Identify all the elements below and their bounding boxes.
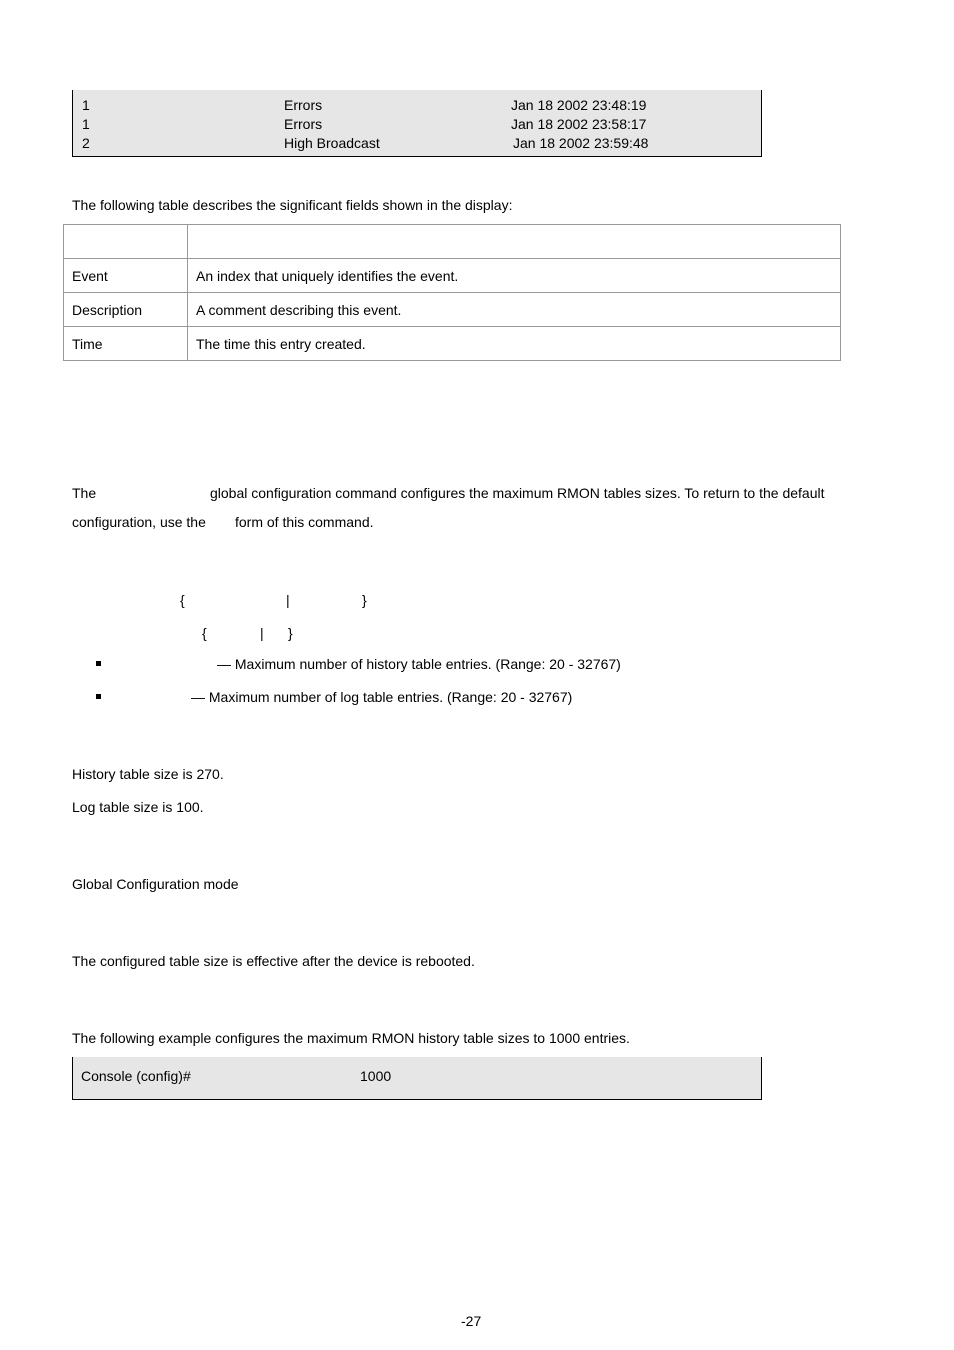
console-row-2-description: Errors [284, 116, 323, 132]
table-header-description [188, 225, 841, 259]
console-row-1-time: Jan 18 2002 23:48:19 [511, 97, 647, 113]
table-header-row [64, 225, 841, 259]
console-row-3-description: High Broadcast [284, 135, 380, 151]
parameter-log: — Maximum number of log table entries. (Range: 20 - 32767) [191, 689, 573, 705]
bullet-icon [96, 694, 101, 699]
table-cell-description: The time this entry created. [188, 327, 841, 361]
console-output-box [72, 90, 762, 157]
usage-guideline: The configured table size is effective after the device is rebooted. [72, 953, 475, 969]
table-row [64, 259, 841, 293]
example-value: 1000 [360, 1068, 392, 1084]
command-description-end: global configuration command configures the maximum RMON tables sizes. To return to the default [210, 485, 825, 501]
syntax-no-brace-close: } [288, 625, 293, 641]
example-prompt: Console (config)# [81, 1068, 191, 1084]
table-cell-field: Description [64, 293, 188, 327]
table-header-field [64, 225, 188, 259]
syntax-brace-close: } [362, 592, 367, 608]
syntax-no-separator: | [260, 625, 264, 641]
syntax-separator: | [286, 592, 290, 608]
page-number: -27 [461, 1313, 482, 1329]
table-cell-description: An index that uniquely identifies the event. [188, 259, 841, 293]
command-mode: Global Configuration mode [72, 876, 239, 892]
command-description-line2-end: form of this command. [235, 514, 374, 530]
table-intro-text: The following table describes the significant fields shown in the display: [72, 197, 513, 213]
table-row [64, 327, 841, 361]
syntax-no-brace-open: { [202, 625, 207, 641]
console-row-2-time: Jan 18 2002 23:58:17 [511, 116, 647, 132]
field-description-table [63, 224, 841, 361]
example-console-box [72, 1057, 762, 1100]
console-row-1-event: 1 [82, 97, 90, 113]
syntax-brace-open: { [180, 592, 185, 608]
console-row-3-event: 2 [82, 135, 90, 151]
command-description-line2-start: configuration, use the [72, 514, 206, 530]
console-row-3-time: Jan 18 2002 23:59:48 [513, 135, 649, 151]
default-history: History table size is 270. [72, 766, 224, 782]
table-row [64, 293, 841, 327]
table-cell-description: A comment describing this event. [188, 293, 841, 327]
console-row-1-description: Errors [284, 97, 323, 113]
default-log: Log table size is 100. [72, 799, 204, 815]
example-intro: The following example configures the maximum RMON history table sizes to 1000 entries. [72, 1030, 630, 1046]
console-row-2-event: 1 [82, 116, 90, 132]
table-cell-field: Event [64, 259, 188, 293]
command-description-start: The [72, 485, 97, 501]
parameter-history: — Maximum number of history table entries. (Range: 20 - 32767) [217, 656, 621, 672]
bullet-icon [96, 661, 101, 666]
table-cell-field: Time [64, 327, 188, 361]
